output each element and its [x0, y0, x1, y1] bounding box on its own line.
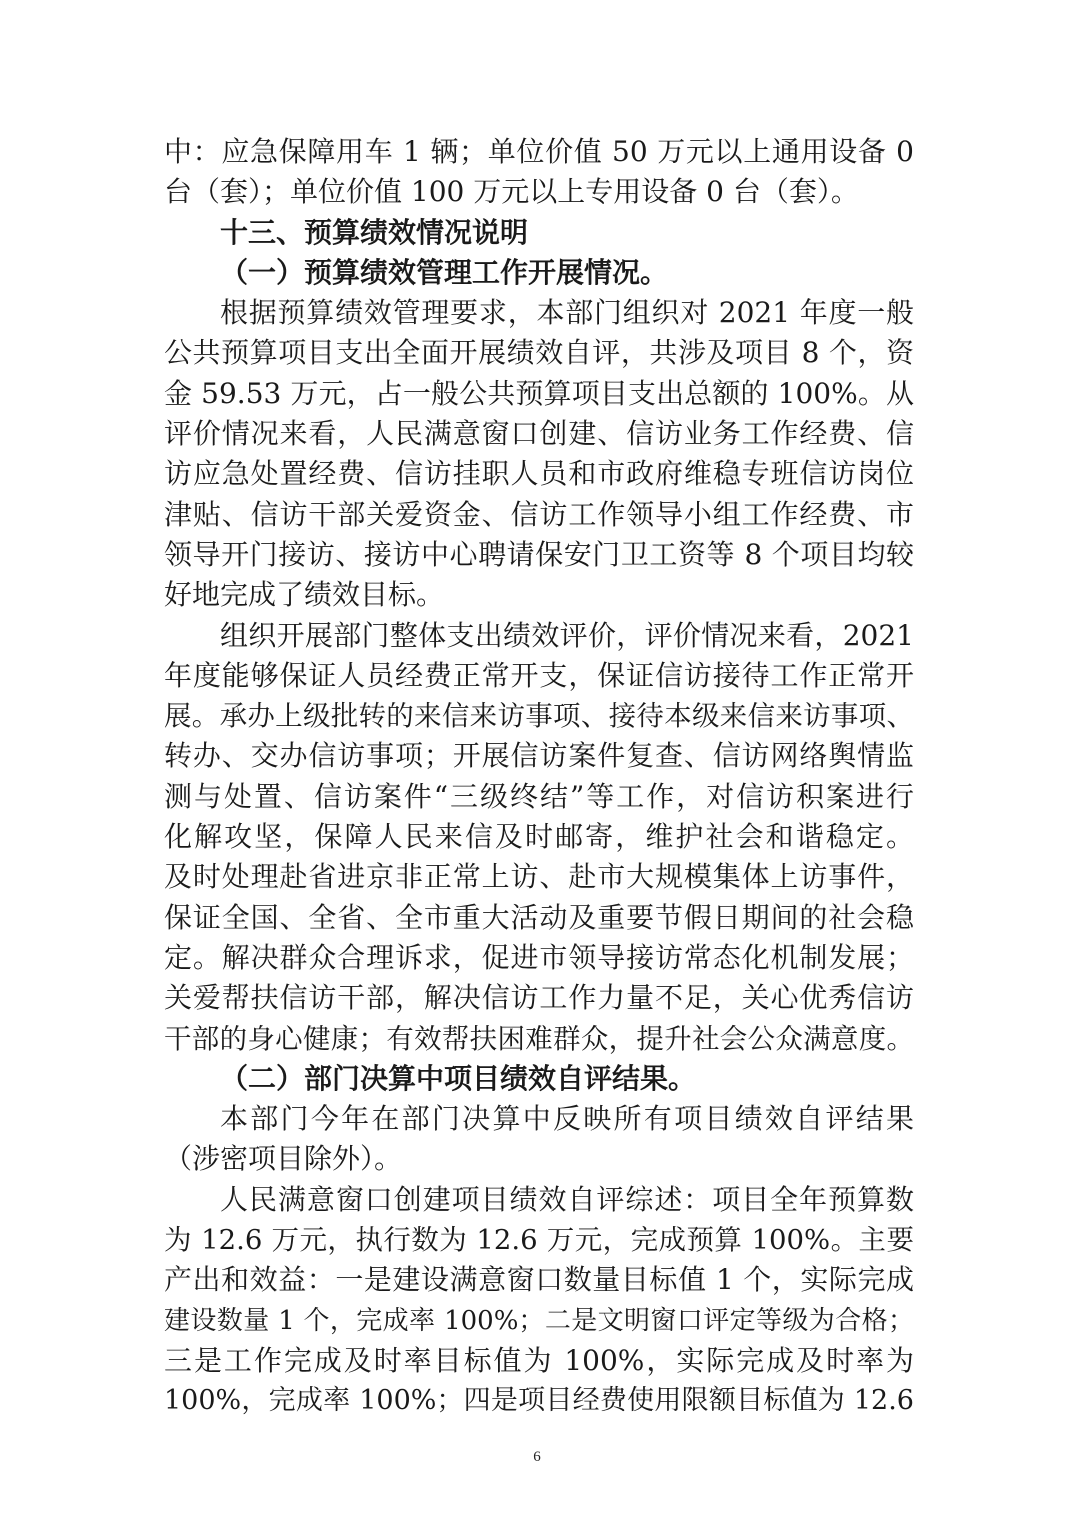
text-line: 及时处理赴省进京非正常上访、赴市大规模集体上访事件，: [164, 860, 914, 894]
text-line: 三是工作完成及时率目标值为 100%，实际完成及时率为: [164, 1343, 914, 1377]
text-line: 公共预算项目支出全面开展绩效自评，共涉及项目 8 个，资: [164, 336, 914, 370]
text-line: （涉密项目除外）。: [164, 1142, 403, 1176]
text-line: 100%，完成率 100%；四是项目经费使用限额目标值为 12.6: [164, 1385, 914, 1417]
text-line: 访应急处置经费、信访挂职人员和市政府维稳专班信访岗位: [164, 457, 914, 491]
text-line: 关爱帮扶信访干部，解决信访工作力量不足，关心优秀信访: [164, 981, 914, 1015]
document-body: [164, 132, 914, 1422]
text-line: 好地完成了绩效目标。: [164, 578, 445, 612]
subsection-heading: （二）部门决算中项目绩效自评结果。: [220, 1061, 697, 1095]
text-line: 转办、交办信访事项；开展信访案件复查、信访网络舆情监: [164, 739, 914, 773]
text-line: 评价情况来看，人民满意窗口创建、信访业务工作经费、信: [164, 417, 914, 451]
text-line: 本部门今年在部门决算中反映所有项目绩效自评结果: [220, 1102, 914, 1136]
text-line: 年度能够保证人员经费正常开支，保证信访接待工作正常开: [164, 658, 914, 692]
text-line: 人民满意窗口创建项目绩效自评综述：项目全年预算数: [220, 1182, 914, 1216]
text-line: 保证全国、全省、全市重大活动及重要节假日期间的社会稳: [164, 900, 914, 934]
text-line: 组织开展部门整体支出绩效评价，评价情况来看，2021: [220, 618, 914, 652]
text-line: 产出和效益：一是建设满意窗口数量目标值 1 个，实际完成: [164, 1263, 914, 1297]
text-line: 津贴、信访干部关爱资金、信访工作领导小组工作经费、市: [164, 497, 914, 531]
text-line: 领导开门接访、接访中心聘请保安门卫工资等 8 个项目均较: [164, 537, 914, 571]
text-line: 干部的身心健康；有效帮扶困难群众，提升社会公众满意度。: [164, 1022, 914, 1055]
text-line: 展。承办上级批转的来信来访事项、接待本级来信来访事项、: [164, 700, 914, 733]
subsection-heading: （一）预算绩效管理工作开展情况。: [220, 255, 669, 289]
text-line: 金 59.53 万元，占一般公共预算项目支出总额的 100%。从: [164, 376, 914, 410]
text-line: 中：应急保障用车 1 辆；单位价值 50 万元以上通用设备 0: [164, 135, 914, 168]
text-line: 测与处置、信访案件“三级终结”等工作，对信访积案进行: [164, 779, 914, 813]
text-line: 化解攻坚，保障人民来信及时邮寄，维护社会和谐稳定。: [164, 820, 914, 854]
text-line: 台（套）；单位价值 100 万元以上专用设备 0 台（套）。: [164, 175, 859, 209]
page-number: 6: [533, 1449, 541, 1465]
text-line: 定。解决群众合理诉求，促进市领导接访常态化机制发展；: [164, 940, 914, 974]
text-line: 建设数量 1 个，完成率 100%；二是文明窗口评定等级为合格；: [164, 1305, 914, 1336]
text-line: 为 12.6 万元，执行数为 12.6 万元，完成预算 100%。主要: [164, 1224, 914, 1257]
section-heading: 十三、预算绩效情况说明: [220, 215, 529, 249]
text-line: 根据预算绩效管理要求，本部门组织对 2021 年度一般: [220, 296, 914, 330]
